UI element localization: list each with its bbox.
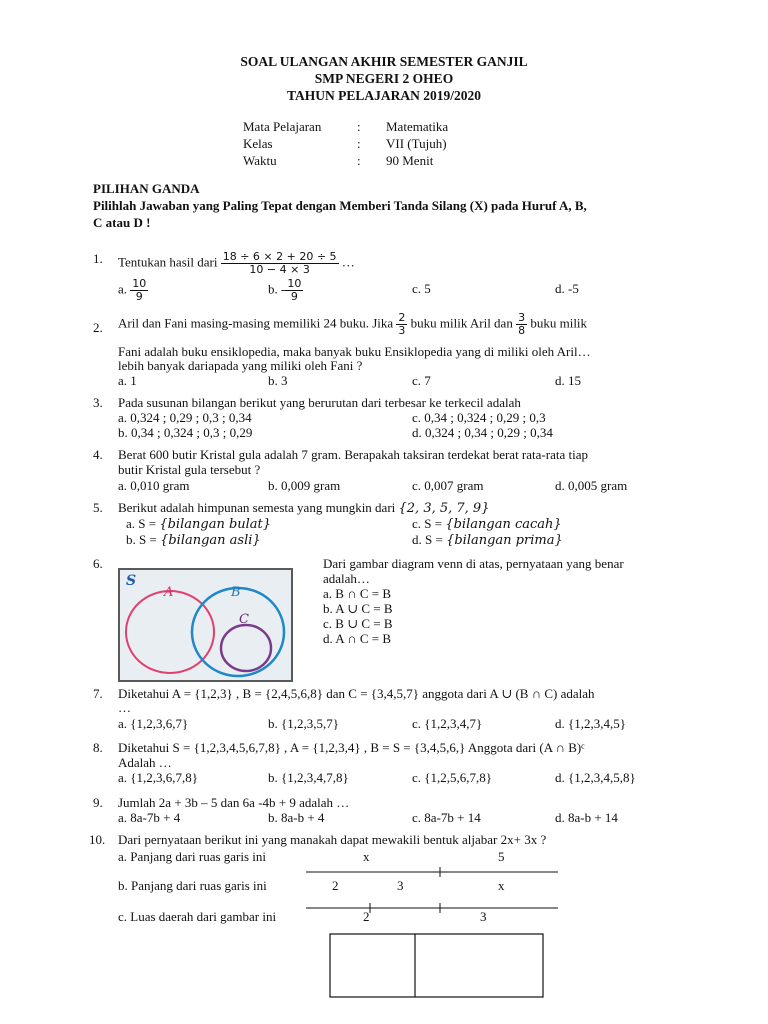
question-text: adalah…	[323, 571, 370, 586]
q10-figures	[300, 866, 562, 1000]
venn-diagram	[118, 568, 293, 682]
option-a[interactable]: a. 0,010 gram	[118, 478, 190, 493]
info-value-subject: Matematika	[386, 119, 449, 134]
question-text-part: buku milik Aril dan	[410, 315, 513, 331]
set-notation: {bilangan bulat}	[159, 517, 272, 532]
set-notation: {bilangan asli}	[160, 533, 261, 548]
option-c[interactable]: c. {1,2,3,4,7}	[412, 716, 483, 731]
option-a[interactable]: a. {1,2,3,6,7}	[118, 716, 189, 731]
question-text: Dari pernyataan berikut ini yang manakah dapat mewakili bentuk aljabar 2x+ 3x ?	[118, 832, 547, 847]
fraction-den: 9	[290, 290, 298, 303]
option-b[interactable]	[126, 532, 261, 548]
question-number: 7.	[93, 686, 103, 701]
option-d[interactable]: d. -5	[555, 281, 579, 296]
question-text	[118, 251, 355, 276]
area-rectangle	[330, 934, 543, 997]
question-text: lebih banyak dariapada yang miliki oleh Fani ?	[118, 358, 363, 373]
venn-label-s: S	[126, 573, 137, 589]
title-line-2: SMP NEGERI 2 OHEO	[314, 71, 454, 86]
fraction-num: 18 ÷ 6 × 2 + 20 ÷ 5	[222, 250, 337, 263]
option-label: b.	[268, 281, 278, 297]
segment-label-3: 3	[397, 878, 404, 893]
question-text	[118, 312, 587, 337]
option-d[interactable]: d. {1,2,3,4,5,8}	[555, 770, 636, 785]
segment-label-3: 3	[480, 909, 487, 924]
question-text	[118, 500, 489, 516]
option-d[interactable]: d. A ∩ C = B	[323, 631, 392, 646]
question-number: 4.	[93, 447, 103, 462]
option-b[interactable]: b. 3	[268, 373, 288, 388]
set-notation: {bilangan cacah}	[445, 517, 562, 532]
option-d[interactable]: d. 8a-b + 14	[555, 810, 618, 825]
option-label: c. S =	[412, 516, 443, 531]
option-d[interactable]: d. 15	[555, 373, 581, 388]
option-c[interactable]: c. 7	[412, 373, 431, 388]
info-sep: :	[357, 119, 361, 134]
option-a[interactable]: a. Panjang dari ruas garis ini	[118, 849, 267, 864]
option-b[interactable]: b. A ∪ C = B	[323, 601, 393, 616]
minus-sign: -	[281, 281, 286, 297]
segment-label-2: 2	[332, 878, 339, 893]
fraction	[221, 251, 339, 276]
info-label-subject: Mata Pelajaran	[243, 119, 322, 134]
option-b[interactable]: b. 8a-b + 4	[268, 810, 325, 825]
question-text: Adalah …	[118, 755, 172, 770]
venn-label-b: B	[231, 585, 241, 600]
option-d[interactable]: d. 0,005 gram	[555, 478, 628, 493]
set-notation: {bilangan prima}	[446, 533, 563, 548]
info-label-time: Waktu	[243, 153, 277, 168]
fraction-num: 3	[518, 311, 526, 324]
question-number: 8.	[93, 740, 103, 755]
fraction-den: 9	[135, 290, 143, 303]
fraction	[285, 278, 303, 303]
question-text: Jumlah 2a + 3b – 5 dan 6a -4b + 9 adalah …	[118, 795, 350, 810]
option-a[interactable]	[118, 278, 148, 303]
option-c[interactable]: c. Luas daerah dari gambar ini	[118, 909, 277, 924]
segment-label-x: x	[363, 849, 370, 864]
question-text-part: …	[341, 254, 355, 270]
option-c[interactable]: c. 0,34 ; 0,324 ; 0,29 ; 0,3	[412, 410, 546, 425]
info-sep: :	[357, 136, 361, 151]
option-d[interactable]: d. {1,2,3,4,5}	[555, 716, 626, 731]
section-title: PILIHAN GANDA	[93, 181, 200, 196]
fraction-den: 10 − 4 × 3	[249, 263, 310, 276]
title-line-3: TAHUN PELAJARAN 2019/2020	[286, 88, 481, 103]
option-a[interactable]	[126, 516, 271, 532]
option-b[interactable]: b. 0,34 ; 0,324 ; 0,3 ; 0,29	[118, 425, 253, 440]
info-label-class: Kelas	[243, 136, 273, 151]
option-b[interactable]: b. Panjang dari ruas garis ini	[118, 878, 267, 893]
option-d[interactable]	[412, 532, 563, 548]
fraction	[130, 278, 148, 303]
question-number: 5.	[93, 500, 103, 515]
option-label: a.	[118, 281, 128, 297]
question-text-part: Tentukan hasil dari	[118, 254, 218, 270]
option-c[interactable]: c. {1,2,5,6,7,8}	[412, 770, 492, 785]
fraction-den: 3	[398, 324, 406, 337]
fraction-den: 8	[518, 324, 526, 337]
option-b[interactable]: b. 0,009 gram	[268, 478, 341, 493]
question-text: Diketahui A = {1,2,3} , B = {2,4,5,6,8} dan C = {3,4,5,7} anggota dari A ∪ (B ∩ C) adalah	[118, 686, 595, 701]
option-label: a. S =	[126, 516, 157, 531]
fraction-num: 10	[287, 277, 302, 290]
info-value-class: VII (Tujuh)	[386, 136, 447, 151]
option-b[interactable]: b. {1,2,3,5,7}	[268, 716, 339, 731]
fraction-num: 2	[398, 311, 406, 324]
option-a[interactable]: a. B ∩ C = B	[323, 586, 392, 601]
venn-label-c: C	[239, 612, 249, 627]
fraction	[516, 312, 527, 337]
info-value-time: 90 Menit	[386, 153, 434, 168]
question-text: Diketahui S = {1,2,3,4,5,6,7,8} , A = {1,2,3,4} , B = S = {3,4,5,6,} Anggota dari (A ∩ B)ᶜ	[118, 740, 585, 755]
option-c[interactable]: c. 0,007 gram	[412, 478, 484, 493]
question-text-part: buku milik	[530, 315, 588, 331]
segment-label-2: 2	[363, 909, 370, 924]
option-b[interactable]	[268, 278, 303, 303]
question-number: 10.	[89, 832, 106, 847]
question-text: Dari gambar diagram venn di atas, pernyataan yang benar	[323, 556, 624, 571]
option-a[interactable]: a. 0,324 ; 0,29 ; 0,3 ; 0,34	[118, 410, 252, 425]
question-number: 3.	[93, 395, 103, 410]
option-d[interactable]: d. 0,324 ; 0,34 ; 0,29 ; 0,34	[412, 425, 553, 440]
question-text-part: Aril dan Fani masing-masing memiliki 24 buku. Jika	[118, 315, 394, 331]
option-c[interactable]: c. B ∪ C = B	[323, 616, 393, 631]
segment-label-x: x	[498, 878, 505, 893]
section-instruction: C atau D !	[93, 215, 151, 230]
info-sep: :	[357, 153, 361, 168]
question-text: butir Kristal gula tersebut ?	[118, 462, 261, 477]
question-text: Fani adalah buku ensiklopedia, maka banyak buku Ensiklopedia yang di miliki oleh Aril…	[118, 344, 591, 359]
question-number: 6.	[93, 556, 103, 571]
question-text-part: Berikut adalah himpunan semesta yang mungkin dari	[118, 500, 396, 515]
question-text: …	[118, 700, 131, 715]
option-a[interactable]: a. {1,2,3,6,7,8}	[118, 770, 198, 785]
option-b[interactable]: b. {1,2,3,4,7,8}	[268, 770, 349, 785]
option-label: b. S =	[126, 532, 157, 547]
title-line-1: SOAL ULANGAN AKHIR SEMESTER GANJIL	[240, 54, 528, 69]
question-number: 1.	[93, 251, 103, 266]
segment-label-5: 5	[498, 849, 505, 864]
venn-label-a: A	[164, 585, 174, 600]
section-instruction: Pilihlah Jawaban yang Paling Tepat dengan Memberi Tanda Silang (X) pada Huruf A, B,	[93, 198, 587, 213]
option-c[interactable]: c. 8a-7b + 14	[412, 810, 481, 825]
option-label: d. S =	[412, 532, 443, 547]
question-number: 2.	[93, 320, 103, 335]
option-c[interactable]	[412, 516, 562, 532]
fraction	[396, 312, 407, 337]
option-a[interactable]: a. 8a-7b + 4	[118, 810, 181, 825]
fraction-num: 10	[132, 277, 147, 290]
option-c[interactable]: c. 5	[412, 281, 431, 296]
option-a[interactable]: a. 1	[118, 373, 137, 388]
question-text: Berat 600 butir Kristal gula adalah 7 gram. Berapakah taksiran terdekat berat rata-rata tiap	[118, 447, 588, 462]
set-notation: {2, 3, 5, 7, 9}	[398, 501, 490, 516]
question-number: 9.	[93, 795, 103, 810]
question-text: Pada susunan bilangan berikut yang berurutan dari terbesar ke terkecil adalah	[118, 395, 521, 410]
